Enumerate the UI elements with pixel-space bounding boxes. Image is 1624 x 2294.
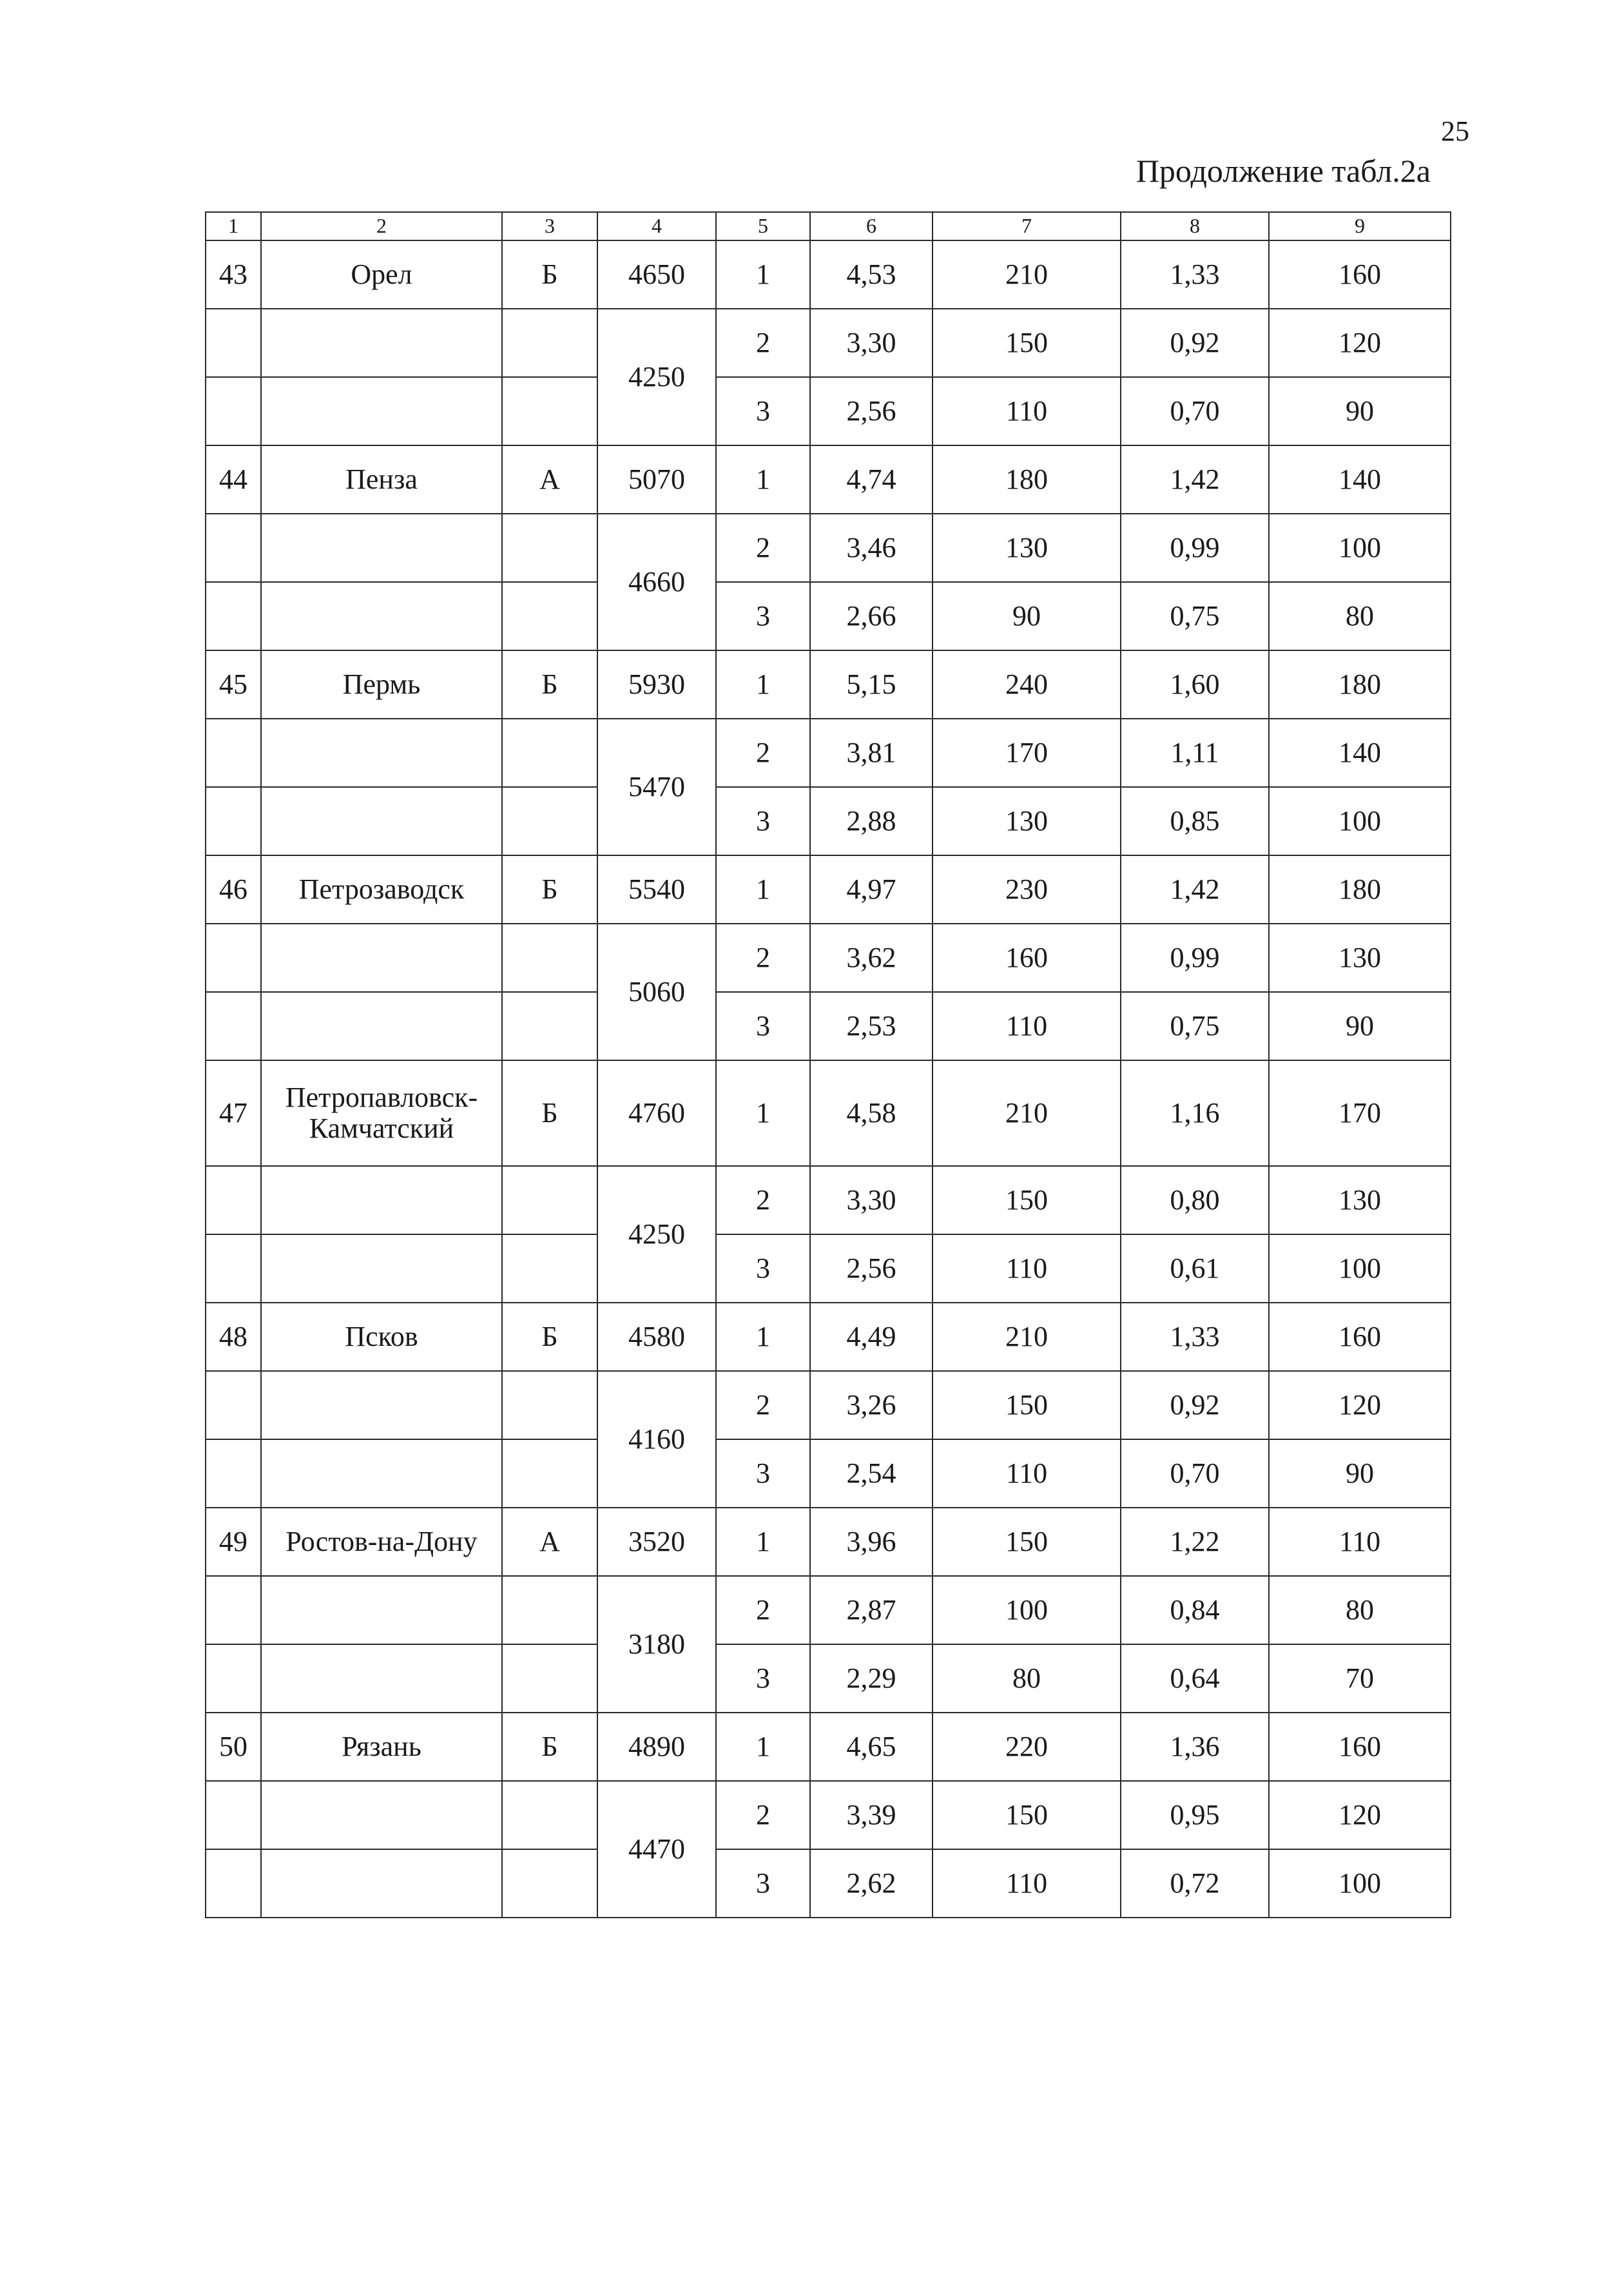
zone-cell (502, 377, 597, 445)
zone-cell (502, 1234, 597, 1303)
value-cell-col8: 1,11 (1121, 719, 1269, 787)
row-number-cell (206, 1234, 261, 1303)
value-cell-col8: 0,92 (1121, 309, 1269, 377)
zone-cell: Б (502, 855, 597, 924)
city-cell (261, 924, 502, 992)
header-row (206, 212, 1451, 240)
city-cell (261, 582, 502, 650)
page-number: 25 (1441, 115, 1469, 147)
row-number-cell: 46 (206, 855, 261, 924)
value-cell-col4: 5070 (597, 445, 716, 514)
zone-cell (502, 514, 597, 582)
row-number-cell (206, 719, 261, 787)
value-cell-col6: 3,46 (810, 514, 933, 582)
value-cell-col4: 5930 (597, 650, 716, 719)
table-row (206, 1166, 1451, 1234)
value-cell-col5: 3 (716, 582, 810, 650)
value-cell-col9: 100 (1269, 514, 1451, 582)
row-number-cell: 48 (206, 1303, 261, 1371)
table-row (206, 1371, 1451, 1439)
city-cell: Петропавловск-Камчатский (261, 1060, 502, 1166)
city-cell (261, 1371, 502, 1439)
value-cell-col6: 4,53 (810, 240, 933, 309)
value-cell-col8: 1,22 (1121, 1508, 1269, 1576)
value-cell-col4: 4760 (597, 1060, 716, 1166)
value-cell-col7: 210 (933, 1060, 1121, 1166)
city-cell: Пенза (261, 445, 502, 514)
value-cell-col9: 100 (1269, 787, 1451, 855)
table-row (206, 787, 1451, 855)
value-cell-col9: 110 (1269, 1508, 1451, 1576)
value-cell-col8: 0,70 (1121, 377, 1269, 445)
value-cell-col8: 0,75 (1121, 582, 1269, 650)
value-cell-col6: 3,30 (810, 309, 933, 377)
value-cell-col8: 0,72 (1121, 1849, 1269, 1918)
value-cell-col7: 110 (933, 1234, 1121, 1303)
table-row (206, 309, 1451, 377)
value-cell-col5: 3 (716, 787, 810, 855)
value-cell-col9: 160 (1269, 240, 1451, 309)
city-cell (261, 787, 502, 855)
value-cell-col7: 130 (933, 514, 1121, 582)
table-row (206, 1508, 1451, 1576)
row-number-cell (206, 309, 261, 377)
zone-cell (502, 1849, 597, 1918)
value-cell-col5: 2 (716, 1576, 810, 1644)
city-cell (261, 1781, 502, 1849)
row-number-cell: 47 (206, 1060, 261, 1166)
zone-cell (502, 1644, 597, 1713)
row-number-cell (206, 787, 261, 855)
value-cell-col6: 4,97 (810, 855, 933, 924)
value-cell-col6: 3,96 (810, 1508, 933, 1576)
value-cell-col5: 2 (716, 924, 810, 992)
value-cell-col7: 110 (933, 992, 1121, 1060)
value-cell-col8: 0,92 (1121, 1371, 1269, 1439)
column-number-header: 1 (206, 212, 261, 240)
value-cell-col7: 210 (933, 1303, 1121, 1371)
city-cell: Петрозаводск (261, 855, 502, 924)
value-cell-col4: 4660 (597, 514, 716, 650)
value-cell-col9: 100 (1269, 1849, 1451, 1918)
table-row (206, 582, 1451, 650)
value-cell-col4: 4250 (597, 1166, 716, 1303)
zone-cell (502, 924, 597, 992)
value-cell-col4: 4250 (597, 309, 716, 445)
row-number-cell: 45 (206, 650, 261, 719)
column-number-header: 5 (716, 212, 810, 240)
zone-cell: Б (502, 1060, 597, 1166)
value-cell-col8: 0,70 (1121, 1439, 1269, 1508)
value-cell-col5: 1 (716, 1060, 810, 1166)
value-cell-col7: 170 (933, 719, 1121, 787)
value-cell-col7: 130 (933, 787, 1121, 855)
value-cell-col7: 230 (933, 855, 1121, 924)
value-cell-col5: 2 (716, 309, 810, 377)
value-cell-col6: 4,49 (810, 1303, 933, 1371)
row-number-cell (206, 924, 261, 992)
zone-cell: Б (502, 1713, 597, 1781)
zone-cell: А (502, 445, 597, 514)
table-row (206, 1781, 1451, 1849)
city-cell: Рязань (261, 1713, 502, 1781)
value-cell-col9: 120 (1269, 309, 1451, 377)
value-cell-col4: 5540 (597, 855, 716, 924)
zone-cell: Б (502, 1303, 597, 1371)
value-cell-col6: 2,56 (810, 377, 933, 445)
value-cell-col9: 160 (1269, 1713, 1451, 1781)
zone-cell (502, 1166, 597, 1234)
value-cell-col4: 4890 (597, 1713, 716, 1781)
row-number-cell (206, 1371, 261, 1439)
value-cell-col7: 220 (933, 1713, 1121, 1781)
city-cell (261, 1166, 502, 1234)
value-cell-col6: 2,56 (810, 1234, 933, 1303)
city-cell: Орел (261, 240, 502, 309)
value-cell-col4: 4160 (597, 1371, 716, 1508)
table-row (206, 1713, 1451, 1781)
value-cell-col9: 130 (1269, 1166, 1451, 1234)
value-cell-col7: 180 (933, 445, 1121, 514)
zone-cell (502, 1439, 597, 1508)
value-cell-col8: 0,61 (1121, 1234, 1269, 1303)
value-cell-col9: 180 (1269, 650, 1451, 719)
city-cell: Ростов-на-Дону (261, 1508, 502, 1576)
value-cell-col5: 1 (716, 240, 810, 309)
table-row (206, 719, 1451, 787)
city-cell (261, 1644, 502, 1713)
value-cell-col9: 70 (1269, 1644, 1451, 1713)
city-cell (261, 719, 502, 787)
row-number-cell: 49 (206, 1508, 261, 1576)
value-cell-col6: 2,66 (810, 582, 933, 650)
value-cell-col6: 2,62 (810, 1849, 933, 1918)
value-cell-col6: 3,39 (810, 1781, 933, 1849)
row-number-cell (206, 1644, 261, 1713)
city-cell (261, 514, 502, 582)
value-cell-col5: 3 (716, 1644, 810, 1713)
zone-cell (502, 1576, 597, 1644)
value-cell-col8: 1,42 (1121, 855, 1269, 924)
zone-cell (502, 787, 597, 855)
value-cell-col5: 1 (716, 1508, 810, 1576)
table-row (206, 514, 1451, 582)
value-cell-col5: 2 (716, 514, 810, 582)
value-cell-col6: 2,88 (810, 787, 933, 855)
value-cell-col9: 80 (1269, 582, 1451, 650)
value-cell-col6: 4,58 (810, 1060, 933, 1166)
city-cell: Псков (261, 1303, 502, 1371)
value-cell-col6: 2,29 (810, 1644, 933, 1713)
table-row (206, 855, 1451, 924)
value-cell-col4: 5060 (597, 924, 716, 1060)
value-cell-col7: 110 (933, 377, 1121, 445)
value-cell-col7: 80 (933, 1644, 1121, 1713)
value-cell-col9: 120 (1269, 1781, 1451, 1849)
value-cell-col9: 140 (1269, 445, 1451, 514)
value-cell-col5: 3 (716, 1849, 810, 1918)
row-number-cell (206, 1439, 261, 1508)
value-cell-col9: 120 (1269, 1371, 1451, 1439)
value-cell-col9: 100 (1269, 1234, 1451, 1303)
table-row (206, 1303, 1451, 1371)
row-number-cell (206, 1576, 261, 1644)
row-number-cell (206, 377, 261, 445)
value-cell-col7: 160 (933, 924, 1121, 992)
table-row (206, 650, 1451, 719)
value-cell-col8: 1,42 (1121, 445, 1269, 514)
value-cell-col4: 3180 (597, 1576, 716, 1713)
row-number-cell (206, 1166, 261, 1234)
value-cell-col9: 90 (1269, 992, 1451, 1060)
value-cell-col6: 4,74 (810, 445, 933, 514)
value-cell-col7: 100 (933, 1576, 1121, 1644)
value-cell-col5: 2 (716, 1371, 810, 1439)
value-cell-col4: 3520 (597, 1508, 716, 1576)
zone-cell: Б (502, 650, 597, 719)
value-cell-col8: 0,95 (1121, 1781, 1269, 1849)
table-row (206, 924, 1451, 992)
table-row (206, 445, 1451, 514)
value-cell-col5: 3 (716, 1234, 810, 1303)
city-cell (261, 309, 502, 377)
row-number-cell (206, 1849, 261, 1918)
column-number-header: 7 (933, 212, 1121, 240)
value-cell-col4: 5470 (597, 719, 716, 855)
value-cell-col8: 1,16 (1121, 1060, 1269, 1166)
value-cell-col5: 3 (716, 377, 810, 445)
value-cell-col8: 1,36 (1121, 1713, 1269, 1781)
value-cell-col9: 160 (1269, 1303, 1451, 1371)
table-row (206, 1439, 1451, 1508)
value-cell-col8: 0,99 (1121, 924, 1269, 992)
row-number-cell (206, 1781, 261, 1849)
zone-cell (502, 992, 597, 1060)
value-cell-col9: 90 (1269, 377, 1451, 445)
value-cell-col9: 80 (1269, 1576, 1451, 1644)
value-cell-col5: 2 (716, 1781, 810, 1849)
column-number-header: 2 (261, 212, 502, 240)
column-number-header: 6 (810, 212, 933, 240)
zone-cell (502, 582, 597, 650)
value-cell-col5: 3 (716, 1439, 810, 1508)
row-number-cell: 44 (206, 445, 261, 514)
zone-cell (502, 1371, 597, 1439)
value-cell-col8: 0,84 (1121, 1576, 1269, 1644)
table-row (206, 1849, 1451, 1918)
value-cell-col7: 90 (933, 582, 1121, 650)
value-cell-col7: 150 (933, 1166, 1121, 1234)
value-cell-col4: 4650 (597, 240, 716, 309)
value-cell-col6: 3,30 (810, 1166, 933, 1234)
table-row (206, 1576, 1451, 1644)
value-cell-col7: 150 (933, 1781, 1121, 1849)
column-number-header: 8 (1121, 212, 1269, 240)
value-cell-col9: 140 (1269, 719, 1451, 787)
zone-cell (502, 719, 597, 787)
city-cell (261, 1576, 502, 1644)
zone-cell: А (502, 1508, 597, 1576)
value-cell-col6: 3,26 (810, 1371, 933, 1439)
city-cell (261, 377, 502, 445)
zone-cell (502, 309, 597, 377)
zone-cell (502, 1781, 597, 1849)
zone-cell: Б (502, 240, 597, 309)
value-cell-col9: 180 (1269, 855, 1451, 924)
value-cell-col8: 0,64 (1121, 1644, 1269, 1713)
city-cell (261, 1234, 502, 1303)
value-cell-col5: 1 (716, 1303, 810, 1371)
value-cell-col9: 170 (1269, 1060, 1451, 1166)
value-cell-col5: 1 (716, 445, 810, 514)
value-cell-col5: 2 (716, 1166, 810, 1234)
value-cell-col5: 1 (716, 650, 810, 719)
value-cell-col5: 1 (716, 1713, 810, 1781)
city-cell (261, 992, 502, 1060)
value-cell-col5: 3 (716, 992, 810, 1060)
value-cell-col7: 150 (933, 309, 1121, 377)
value-cell-col4: 4580 (597, 1303, 716, 1371)
table-row (206, 377, 1451, 445)
value-cell-col7: 110 (933, 1439, 1121, 1508)
value-cell-col6: 2,53 (810, 992, 933, 1060)
value-cell-col7: 110 (933, 1849, 1121, 1918)
value-cell-col7: 150 (933, 1371, 1121, 1439)
value-cell-col8: 1,60 (1121, 650, 1269, 719)
value-cell-col8: 0,80 (1121, 1166, 1269, 1234)
value-cell-col8: 0,99 (1121, 514, 1269, 582)
table-row (206, 1644, 1451, 1713)
column-number-header: 9 (1269, 212, 1451, 240)
table-row (206, 1234, 1451, 1303)
city-cell (261, 1849, 502, 1918)
value-cell-col6: 2,54 (810, 1439, 933, 1508)
row-number-cell: 43 (206, 240, 261, 309)
city-cell (261, 1439, 502, 1508)
value-cell-col6: 2,87 (810, 1576, 933, 1644)
table-row (206, 1060, 1451, 1166)
value-cell-col6: 4,65 (810, 1713, 933, 1781)
value-cell-col6: 5,15 (810, 650, 933, 719)
table-row (206, 240, 1451, 309)
value-cell-col4: 4470 (597, 1781, 716, 1918)
city-cell: Пермь (261, 650, 502, 719)
row-number-cell (206, 582, 261, 650)
value-cell-col7: 150 (933, 1508, 1121, 1576)
value-cell-col8: 0,85 (1121, 787, 1269, 855)
value-cell-col6: 3,81 (810, 719, 933, 787)
value-cell-col5: 2 (716, 719, 810, 787)
value-cell-col7: 240 (933, 650, 1121, 719)
table-caption: Продолжение табл.2а (1136, 153, 1431, 189)
value-cell-col9: 130 (1269, 924, 1451, 992)
value-cell-col8: 0,75 (1121, 992, 1269, 1060)
data-table (205, 211, 1451, 1918)
row-number-cell: 50 (206, 1713, 261, 1781)
column-number-header: 3 (502, 212, 597, 240)
value-cell-col7: 210 (933, 240, 1121, 309)
column-number-header: 4 (597, 212, 716, 240)
value-cell-col8: 1,33 (1121, 240, 1269, 309)
value-cell-col5: 1 (716, 855, 810, 924)
value-cell-col8: 1,33 (1121, 1303, 1269, 1371)
row-number-cell (206, 992, 261, 1060)
table-row (206, 992, 1451, 1060)
row-number-cell (206, 514, 261, 582)
value-cell-col6: 3,62 (810, 924, 933, 992)
value-cell-col9: 90 (1269, 1439, 1451, 1508)
